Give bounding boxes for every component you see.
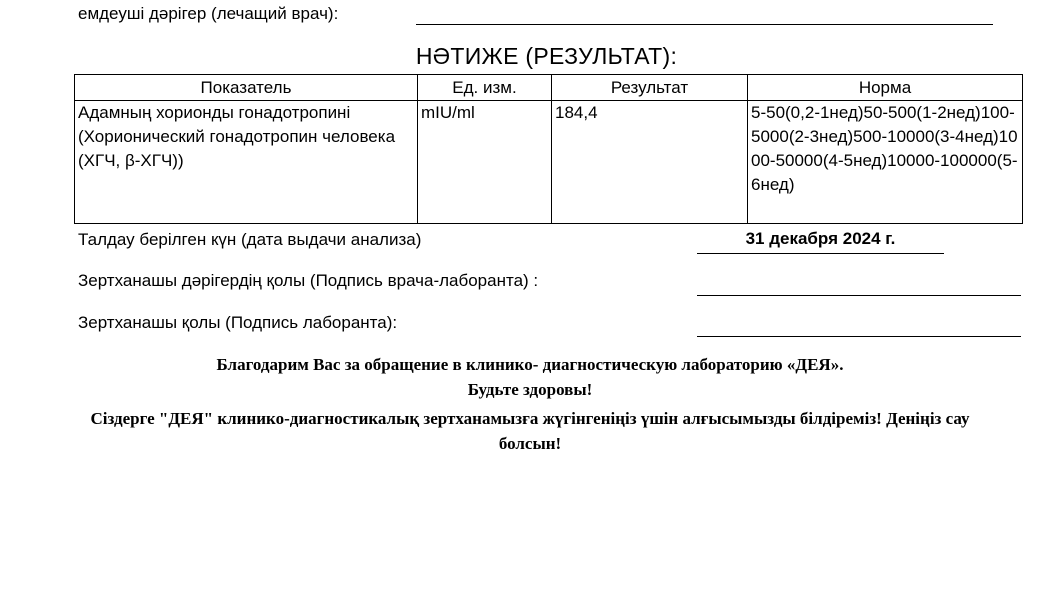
analysis-date-line [697,253,944,254]
column-header-result: Результат [552,75,748,101]
thanks-ru: Благодарим Вас за обращение в клинико- диагностическую лабораторию «ДЕЯ». [216,355,844,374]
section-title: НӘТИЖЕ (РЕЗУЛЬТАТ): [415,43,678,69]
result-cell: 184,4 [552,101,748,224]
table-row [75,101,1023,224]
norm-cell: 5-50(0,2-1нед)50-500(1-2нед)100-5000(2-3нед)500-10000(3-4нед)1000-50000(4-5нед)10000-100000(5-6нед) [748,101,1023,224]
results-table [74,74,1023,224]
indicator-cell: Адамның хорионды гонадотропині (Хорионический гонадотропин человека (ХГЧ, β-ХГЧ)) [75,101,418,224]
table-header-row [75,75,1023,101]
lab-assistant-signature-label: Зертханашы қолы (Подпись лаборанта): [78,313,398,332]
analysis-date-label: Талдау берілген күн (дата выдачи анализа) [78,230,422,249]
thanks-kz: Сіздерге "ДЕЯ" клинико-диагностикалық зертханамызға жүгінгеніңіз үшін алғысымызды білдіреміз! Деніңіз сау болсын! [90,409,970,453]
column-header-indicator: Показатель [75,75,418,101]
wish-ru: Будьте здоровы! [467,380,593,399]
unit-cell: mIU/ml [418,101,552,224]
column-header-norm: Норма [748,75,1023,101]
column-header-unit: Ед. изм. [418,75,552,101]
doctor-lab-signature-label: Зертханашы дәрігердің қолы (Подпись врача-лаборанта) : [78,271,539,290]
lab-assistant-signature-line [697,336,1021,337]
attending-doctor-label: емдеуші дәрігер (лечащий врач): [78,4,339,23]
doctor-lab-signature-line [697,295,1021,296]
analysis-date-value: 31 декабря 2024 г. [745,229,896,248]
attending-doctor-line [416,24,993,25]
